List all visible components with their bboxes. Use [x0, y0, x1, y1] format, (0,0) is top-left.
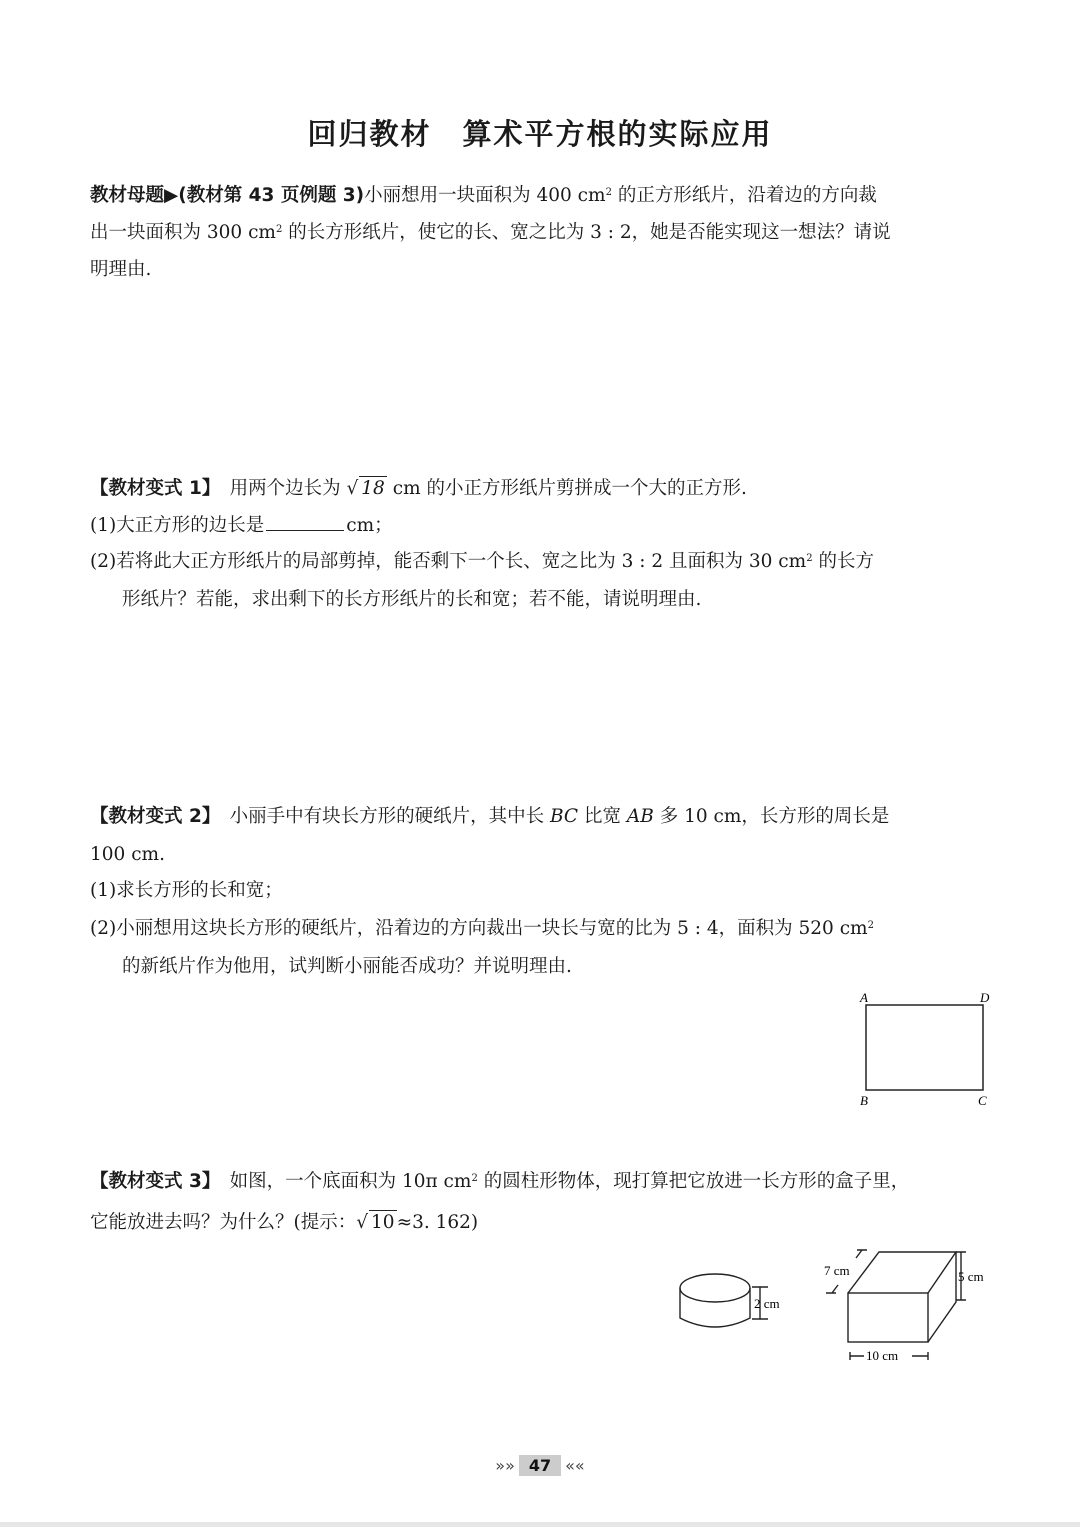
chevrons-right-icon: »»: [495, 1456, 515, 1475]
cylinder-box-figure: [660, 1240, 1000, 1380]
variant-label: 【教材变式 1】: [90, 478, 212, 499]
text: 的长方: [812, 551, 874, 572]
chevrons-left-icon: ««: [565, 1456, 585, 1475]
cylinder-height-label: 2 cm: [754, 1296, 780, 1311]
box-width-label: 10 cm: [866, 1348, 899, 1363]
sqrt: 10: [371, 1212, 395, 1233]
page-number: [0, 1455, 1080, 1476]
variant2-line-1: [90, 805, 889, 829]
variant1-line-1: 【教材变式 1】 用两个边长为 √ 18 cm 的小正方形纸片剪拼成一个大的正方形.: [90, 478, 747, 499]
bottom-border: [0, 1522, 1080, 1527]
text: 的长方形纸片，使它的长、宽之比为 3 : 2，她是否能实现这一想法？请说: [282, 222, 891, 243]
label-b: B: [860, 1093, 868, 1108]
text: ≈3. 162): [396, 1212, 479, 1233]
text: (2)小丽想用这块长方形的硬纸片，沿着边的方向裁出一块长与宽的比为 5 : 4，面积为 520 cm: [90, 918, 868, 939]
text: 出一块面积为 300 cm: [90, 222, 276, 243]
label-d: D: [980, 990, 990, 1005]
page-title: 回归教材 算术平方根的实际应用: [307, 117, 773, 151]
text: 的正方形纸片，沿着边的方向裁: [611, 185, 877, 206]
answer-blank[interactable]: [266, 512, 344, 531]
variant2-q1: (1)求长方形的长和宽；: [90, 880, 283, 901]
text: AB: [626, 806, 654, 827]
box-height-label: 5 cm: [958, 1269, 984, 1284]
variant1-q1: [90, 512, 393, 538]
sup: 2: [471, 1173, 478, 1184]
rectangle: [866, 1005, 983, 1090]
text: cm 的小正方形纸片剪拼成一个大的正方形.: [386, 478, 747, 499]
variant1-q2-cont: 形纸片？若能，求出剩下的长方形纸片的长和宽；若不能，请说明理由.: [122, 589, 702, 610]
text: 用两个边长为: [229, 478, 347, 499]
label-a: A: [860, 990, 868, 1005]
triangle-icon: ▶: [164, 185, 179, 206]
mother-problem-line-2: [90, 221, 891, 245]
variant1-q2: [90, 550, 874, 574]
text: 比宽: [578, 806, 627, 827]
variant3-line-1: [90, 1170, 909, 1194]
variant-label: 【教材变式 2】: [90, 806, 212, 827]
sqrt: 18: [361, 478, 385, 499]
text: 它能放进去吗？为什么？(提示：: [90, 1212, 357, 1233]
sup: 2: [867, 920, 874, 931]
text: 小丽想用一块面积为 400 cm: [364, 185, 606, 206]
sup: 2: [275, 224, 283, 235]
mother-problem-line-1: [90, 184, 877, 208]
variant2-q2-cont: 的新纸片作为他用，试判断小丽能否成功？并说明理由.: [122, 956, 572, 977]
text: 如图，一个底面积为 10π cm: [229, 1171, 472, 1192]
text: (1)大正方形的边长是: [90, 515, 265, 536]
page-number-value: 47: [519, 1455, 561, 1476]
rectangle-abcd-figure: [850, 985, 1000, 1110]
source: (教材第 43 页例题 3): [178, 185, 365, 206]
text: 的圆柱形物体，现打算把它放进一长方形的盒子里，: [477, 1171, 910, 1192]
variant2-line-2: 100 cm.: [90, 844, 165, 865]
mother-problem-line-3: 明理由.: [90, 259, 152, 280]
box-depth-label: 7 cm: [824, 1263, 850, 1278]
variant3-line-2: 它能放进去吗？为什么？(提示：√ 10 ≈3. 162): [90, 1212, 479, 1233]
sup: 2: [605, 187, 612, 198]
mother-label: 教材母题: [90, 185, 165, 206]
text: 多 10 cm，长方形的周长是: [653, 806, 890, 827]
text: cm；: [346, 515, 393, 536]
label-c: C: [978, 1093, 987, 1108]
variant-label: 【教材变式 3】: [90, 1171, 212, 1192]
text: (2)若将此大正方形纸片的局部剪掉，能否剩下一个长、宽之比为 3 : 2 且面积为 30 cm: [90, 551, 807, 572]
text: BC: [549, 806, 579, 827]
variant2-q2: [90, 917, 874, 941]
sup: 2: [806, 553, 813, 564]
text: 小丽手中有块长方形的硬纸片，其中长: [229, 806, 550, 827]
